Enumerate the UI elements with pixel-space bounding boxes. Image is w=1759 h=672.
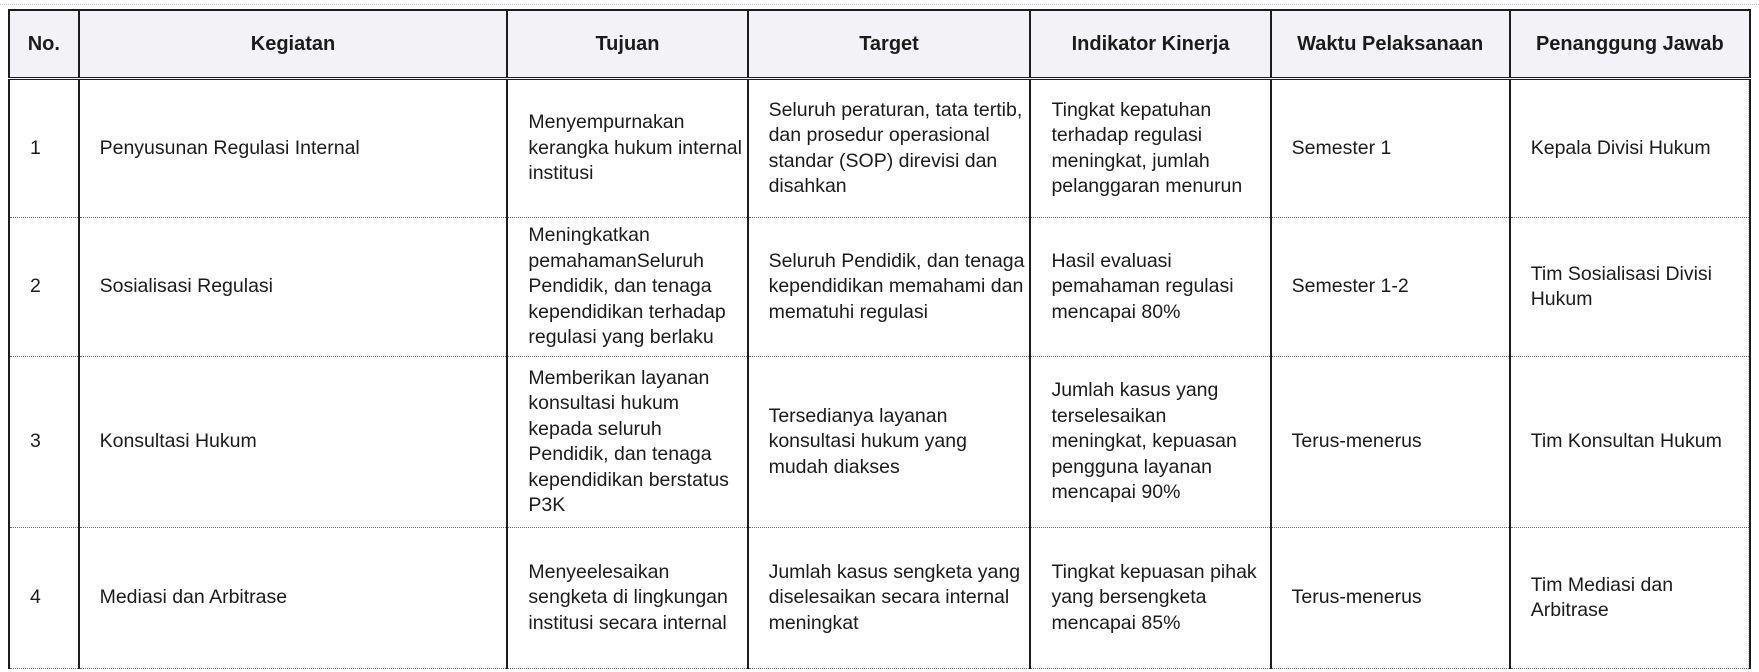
activity-plan-table [8, 9, 1751, 669]
header-penanggung-jawab: Penanggung Jawab [1510, 10, 1750, 79]
header-indikator-kinerja: Indikator Kinerja [1030, 10, 1270, 79]
header-waktu-pelaksanaan: Waktu Pelaksanaan [1271, 10, 1510, 79]
cell-target: Jumlah kasus sengketa yang diselesaikan secara internal meningkat [748, 528, 1031, 669]
cell-target: Seluruh Pendidik, dan tenaga kependidikan memahami dan mematuhi regulasi [748, 218, 1031, 357]
cell-tujuan [507, 218, 747, 357]
table-row [9, 79, 1750, 218]
cell-tujuan-clip [528, 218, 742, 356]
cell-indikator: Tingkat kepatuhan terhadap regulasi meningkat, jumlah pelanggaran menurun [1030, 79, 1270, 218]
cell-no: 4 [9, 528, 79, 669]
cell-penanggung-jawab: Tim Mediasi dan Arbitrase [1510, 528, 1750, 669]
header-no: No. [9, 10, 79, 79]
cell-waktu: Terus-menerus [1271, 528, 1510, 669]
cell-kegiatan: Mediasi dan Arbitrase [79, 528, 508, 669]
cell-waktu: Semester 1-2 [1271, 218, 1510, 357]
table-row [9, 218, 1750, 357]
page-top-border [0, 0, 1759, 5]
table-row [9, 357, 1750, 528]
cell-tujuan: Memberikan layanan konsultasi hukum kepada seluruh Pendidik, dan tenaga kependidikan berstatus P3K [507, 357, 747, 528]
cell-no: 3 [9, 357, 79, 528]
header-kegiatan: Kegiatan [79, 10, 508, 79]
cell-waktu: Semester 1 [1271, 79, 1510, 218]
cell-tujuan: Menyeelesaikan sengketa di lingkungan institusi secara internal [507, 528, 747, 669]
header-tujuan: Tujuan [507, 10, 747, 79]
cell-kegiatan: Sosialisasi Regulasi [79, 218, 508, 357]
cell-penanggung-jawab: Tim Sosialisasi Divisi Hukum [1510, 218, 1750, 357]
cell-tujuan: Menyempurnakan kerangka hukum internal institusi [507, 79, 747, 218]
cell-no: 1 [9, 79, 79, 218]
cell-penanggung-jawab: Tim Konsultan Hukum [1510, 357, 1750, 528]
table-row [9, 528, 1750, 669]
cell-indikator: Tingkat kepuasan pihak yang bersengketa mencapai 85% [1030, 528, 1270, 669]
cell-penanggung-jawab: Kepala Divisi Hukum [1510, 79, 1750, 218]
cell-target: Tersedianya layanan konsultasi hukum yang mudah diakses [748, 357, 1031, 528]
cell-no: 2 [9, 218, 79, 357]
cell-kegiatan: Konsultasi Hukum [79, 357, 508, 528]
cell-waktu: Terus-menerus [1271, 357, 1510, 528]
cell-indikator: Hasil evaluasi pemahaman regulasi mencapai 80% [1030, 218, 1270, 357]
header-target: Target [748, 10, 1031, 79]
cell-kegiatan: Penyusunan Regulasi Internal [79, 79, 508, 218]
cell-tujuan-text: Meningkatkan pemahamanSeluruh Pendidik, dan tenaga kependidikan terhadap regulasi yang berlaku [528, 224, 726, 349]
table-header-row [9, 10, 1750, 79]
cell-target: Seluruh peraturan, tata tertib, dan prosedur operasional standar (SOP) direvisi dan disahkan [748, 79, 1031, 218]
cell-indikator: Jumlah kasus yang terselesaikan meningkat, kepuasan pengguna layanan mencapai 90% [1030, 357, 1270, 528]
